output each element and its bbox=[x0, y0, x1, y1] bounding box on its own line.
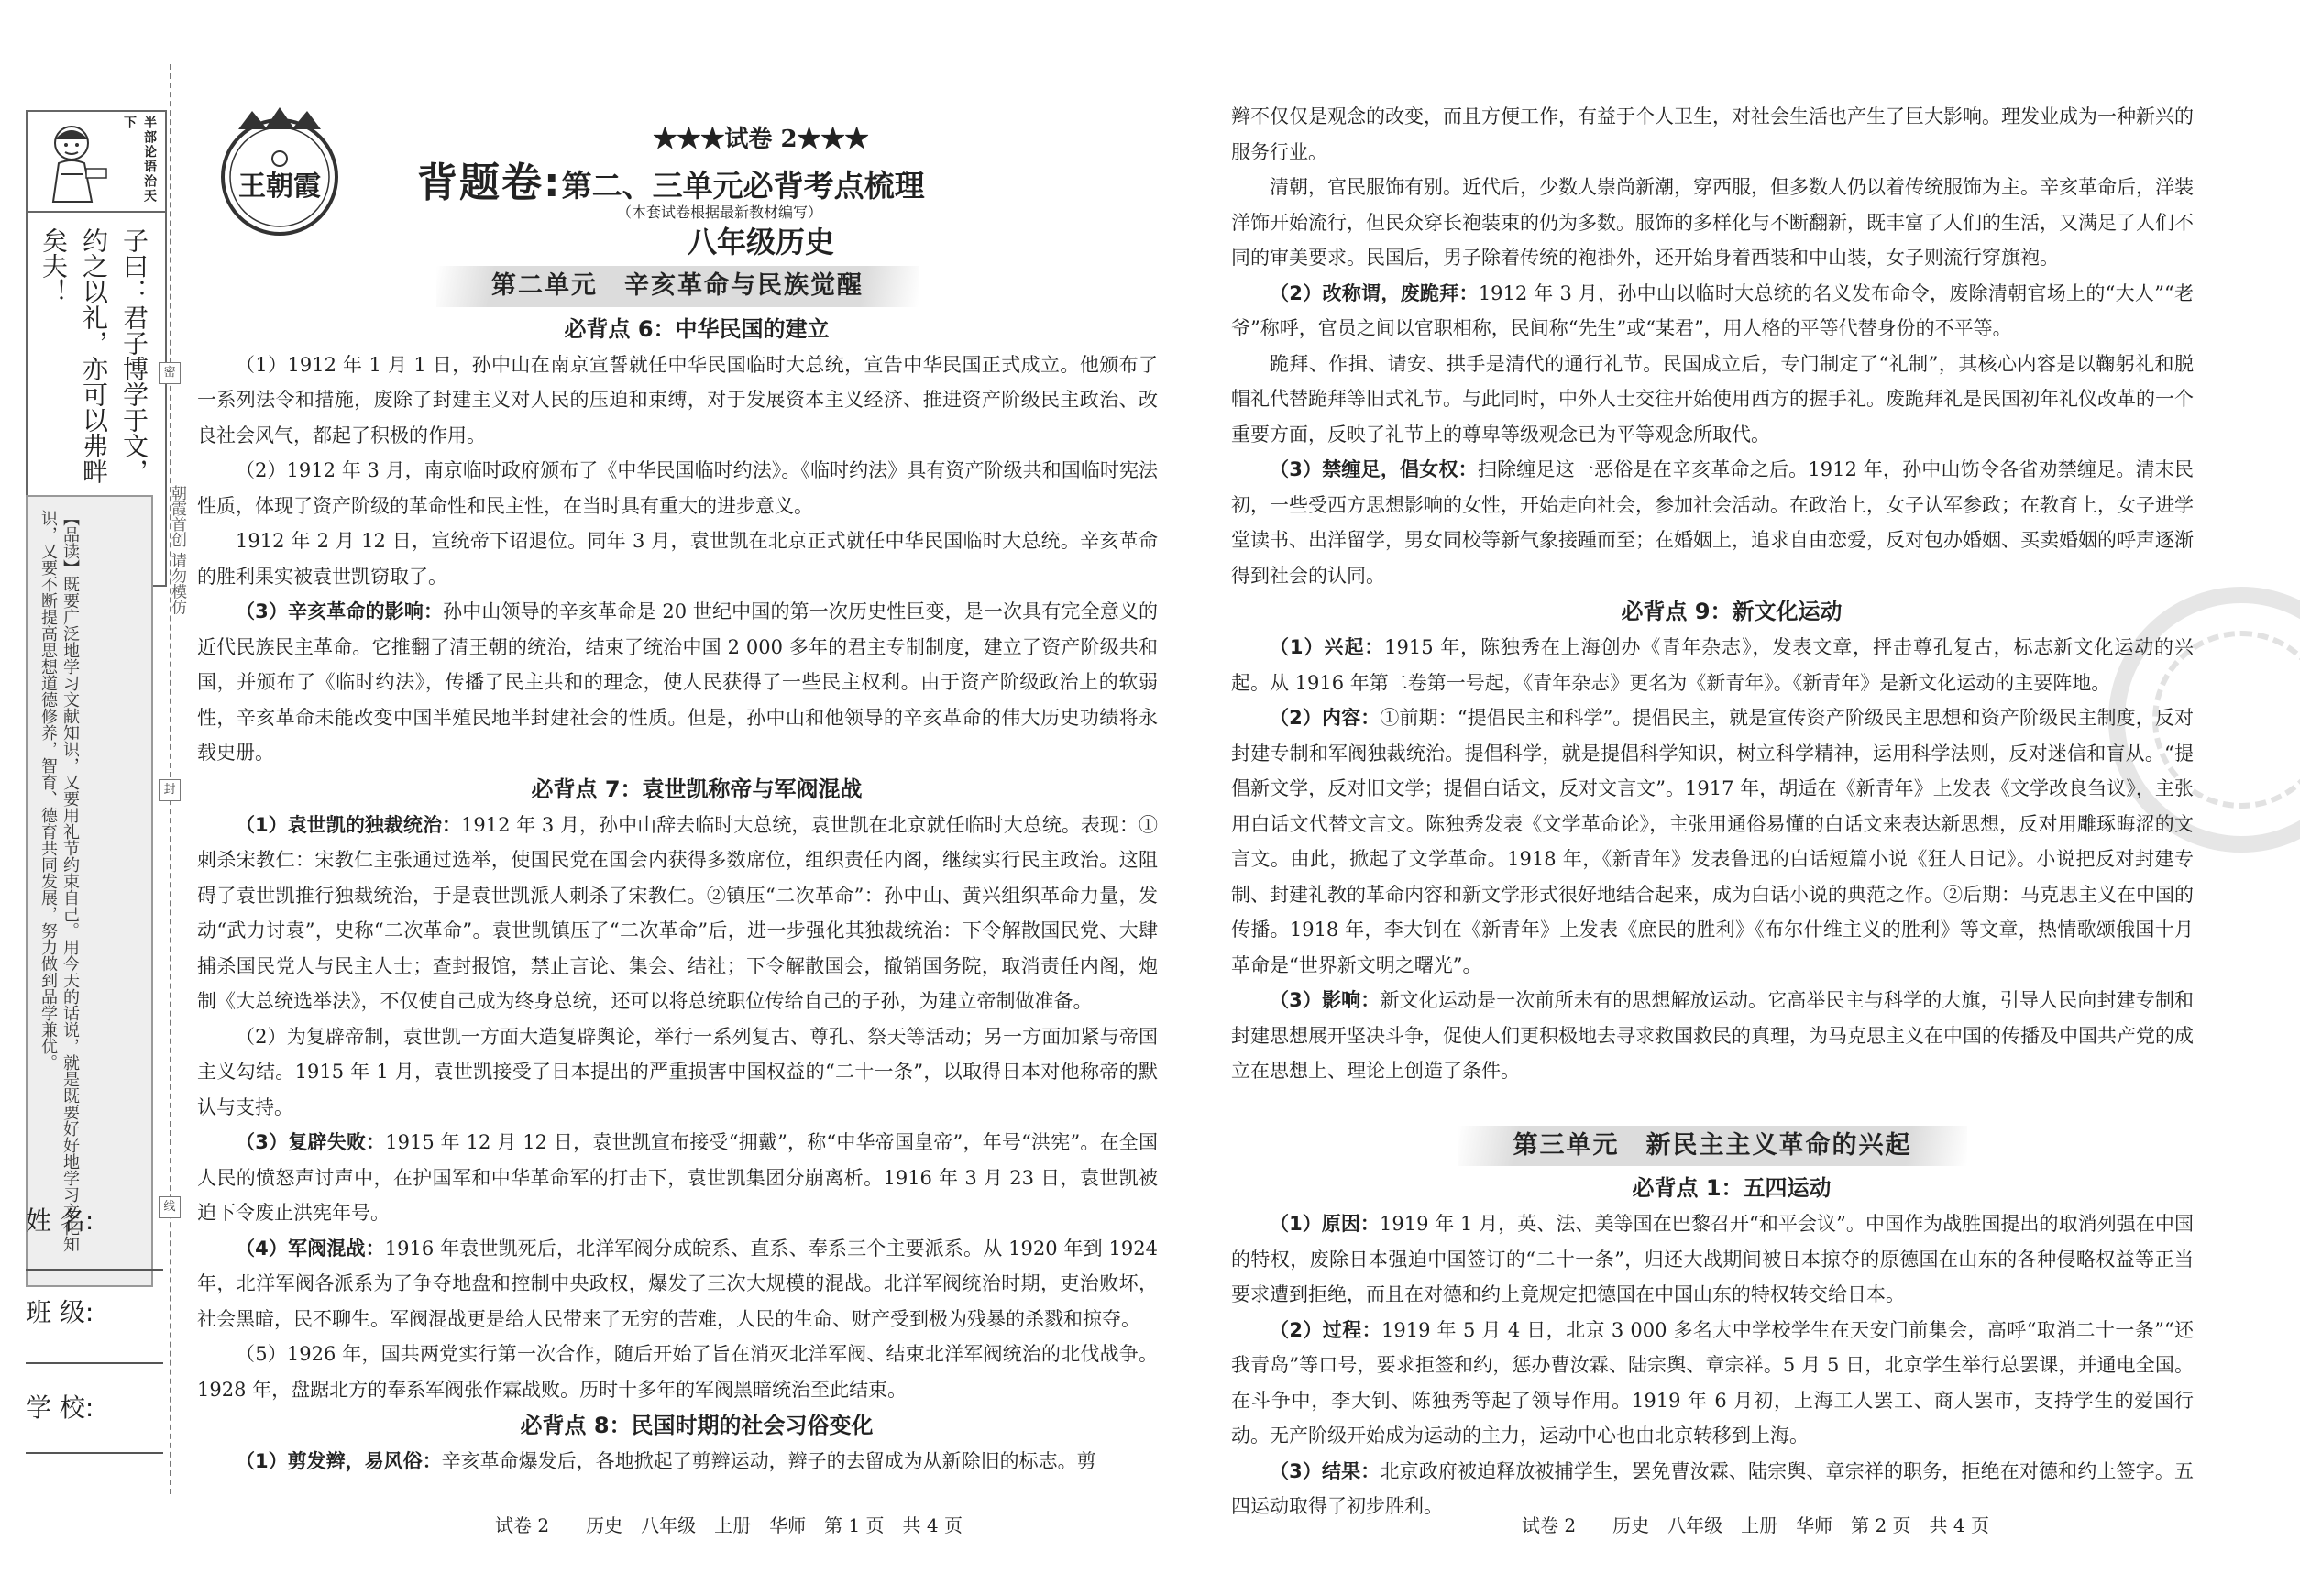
s9-p1 bbox=[1231, 630, 2194, 700]
s9-title: 必背点 9：新文化运动 bbox=[1621, 599, 1843, 624]
left-sidebar bbox=[26, 110, 163, 1458]
publisher-logo-icon bbox=[211, 104, 348, 241]
s8-title: 必背点 8：民国时期的社会习俗变化 bbox=[520, 1413, 874, 1438]
s1-p3-label: （3）结果： bbox=[1270, 1459, 1381, 1482]
s1-p2 bbox=[1231, 1313, 2194, 1454]
s9-p2-text: ①前期：“提倡民主和科学”。提倡民主，就是宣传资产阶级民主思想和资产阶级民主制度，反对封建专制和军阀独裁统治。提倡科学，就是提倡科学知识，树立科学精神，运用科学法则，反对迷信和盲从。“提倡新文学，反对旧文学；提倡白话文，反对文言文”。1917 年，胡适在《新青年》上发表《文学改良刍议》，主张用白话文代替文言文。陈独秀发表《文学革命论》，主张用通俗易懂的白话文来表达新思想，反对用雕琢晦涩的文言文。由此，掀起了文学革命。1918 年，《新青年》发表鲁迅的白话短篇小说《狂人日记》。小说把反对封建专制、封建礼教的革命内容和新文学形式很好地结合起来，成为白话小说的典范之作。②后期：马克思主义在中国的传播。1918 年，李大钊在《新青年》上发表《庶民的胜利》《布尔什维主义的胜利》等文章，热情歌颂俄国十月革命是“世界新文明之曙光”。 bbox=[1231, 707, 2194, 976]
name-field-line[interactable] bbox=[26, 1269, 163, 1271]
class-field-label: 班 级: bbox=[26, 1297, 94, 1327]
s7-title: 必背点 7：袁世凯称帝与军阀混战 bbox=[531, 776, 863, 802]
s7-p1-label: （1）袁世凯的独裁统治： bbox=[236, 813, 462, 836]
sidebar-quote: 子曰：君子博学于文，约之以礼，亦可以弗畔矣夫！ bbox=[39, 227, 149, 484]
s8-p1 bbox=[197, 1444, 1158, 1480]
logo-text: 王朝霞 bbox=[238, 171, 321, 203]
s7-p3-label: （3）复辟失败： bbox=[236, 1131, 386, 1153]
s1-p2-label: （2）过程： bbox=[1270, 1318, 1381, 1341]
s1-title: 必背点 1：五四运动 bbox=[1632, 1175, 1832, 1201]
r-p1: 清朝，官民服饰有别。近代后，少数人崇尚新潮，穿西服，但多数人仍以着传统服饰为主。辛亥革命后，洋装洋饰开始流行，但民众穿长袍装束的仍为多数。服饰的多样化与不断翻新，既丰富了人们的生活，又满足了人们不同的审美要求。民国后，男子除着传统的袍褂外，还开始身着西装和中山装，女子则流行穿旗袍。 bbox=[1231, 176, 2194, 269]
footer-left: 试卷 2 历史 八年级 上册 华师 第 1 页 共 4 页 bbox=[495, 1514, 963, 1536]
s1-p1-label: （1）原因： bbox=[1270, 1213, 1381, 1235]
s9-p1-text: 1915 年，陈独秀在上海创办《青年杂志》，发表文章，抨击尊孔复古，标志新文化运动的兴起。从 1916 年第二卷第一号起，《青年杂志》更名为《新青年》。《新青年》是新文化运动的主要阵地。 bbox=[1231, 636, 2194, 694]
s6-p1: （1）1912 年 1 月 1 日，孙中山在南京宣誓就任中华民国临时大总统，宣告中华民国正式成立。他颁布了一系列法令和措施，废除了封建主义对人民的压迫和束缚，对于发展资本主义经济、推进资产阶级民主政治、改良社会风气，都起了积极的作用。 bbox=[197, 353, 1158, 446]
s9-p3-label: （3）影响： bbox=[1270, 989, 1381, 1011]
grade-subject: 八年级历史 bbox=[687, 225, 834, 259]
title-colon: : bbox=[544, 160, 562, 206]
seal-mark-2: 封 bbox=[159, 779, 181, 801]
s9-p2 bbox=[1231, 700, 2194, 983]
s6-p4-label: （3）辛亥革命的影响： bbox=[236, 600, 444, 622]
confucius-cartoon-icon bbox=[33, 119, 116, 204]
title-sub: 第二、三单元必背考点梳理 bbox=[561, 168, 925, 204]
r-p2-label: （2）改称谓，废跪拜： bbox=[1270, 281, 1479, 304]
unit3-banner bbox=[1231, 1126, 2194, 1167]
series-label: ★★★试卷 2★★★ bbox=[653, 126, 869, 153]
s7-p1-text: 1912 年 3 月，孙中山辞去临时大总统，袁世凯在北京就任临时大总统。表现：①刺杀宋教仁：宋教仁主张通过选举，使国民党在国会内获得多数席位，组织责任内阁，继续实行民主政治。这阻碍了袁世凯推行独裁统治，于是袁世凯派人刺杀了宋教仁。②镇压“二次革命”：孙中山、黄兴组织革命力量，发动“武力讨袁”，史称“二次革命”。袁世凯镇压了“二次革命”后，进一步强化其独裁统治：下令解散国民党、大肆捕杀国民党人与民主人士；查封报馆，禁止言论、集会、结社；下令解散国会，撤销国务院，取消责任内阁，炮制《大总统选举法》，不仅使自己成为终身总统，还可以将总统职位传给自己的子孙，为建立帝制做准备。 bbox=[197, 813, 1158, 1012]
school-field-label: 学 校: bbox=[26, 1392, 94, 1423]
s9-p1-label: （1）兴起： bbox=[1270, 636, 1385, 658]
s6-p2: （2）1912 年 3 月，南京临时政府颁布了《中华民国临时约法》。《临时约法》具有资产阶级共和国临时宪法性质，体现了资产阶级的革命性和民主性，在当时具有重大的进步意义。 bbox=[197, 459, 1158, 517]
r-p0: 辫不仅仅是观念的改变，而且方便工作，有益于个人卫生，对社会生活也产生了巨大影响。理发业成为一种新兴的服务行业。 bbox=[1231, 105, 2194, 163]
s6-p3: 1912 年 2 月 12 日，宣统帝下诏退位。同年 3 月，袁世凯在北京正式就任中华民国临时大总统。辛亥革命的胜利果实被袁世凯窃取了。 bbox=[197, 530, 1158, 588]
r-p4 bbox=[1231, 452, 2194, 593]
s9-p2-label: （2）内容： bbox=[1270, 707, 1381, 729]
s7-p4 bbox=[197, 1231, 1158, 1337]
s7-p3 bbox=[197, 1125, 1158, 1231]
footer-right: 试卷 2 历史 八年级 上册 华师 第 2 页 共 4 页 bbox=[1522, 1514, 1989, 1536]
s7-p2: （2）为复辟帝制，袁世凯一方面大造复辟舆论，举行一系列复古、尊孔、祭天等活动；另一方面加紧与帝国主义勾结。1915 年 1 月，袁世凯接受了日本提出的严重损害中国权益的“二十一条”，以取得日本对他称帝的默认与支持。 bbox=[197, 1025, 1158, 1118]
sidebar-reading: 【品读】既要广泛地学习文献知识，又要用礼节约束自己。用今天的话说，就是既要好好地学习文化知识，又要不断提高思想道德修养，智育、德育共同发展，努力做到品学兼优。 bbox=[39, 510, 80, 1252]
s6-title: 必背点 6：中华民国的建立 bbox=[564, 315, 830, 342]
s9-p3 bbox=[1231, 983, 2194, 1089]
sidebar-motto-box bbox=[26, 110, 167, 213]
s8-p1-label: （1）剪发辫，易风俗： bbox=[236, 1450, 442, 1472]
unit2-banner bbox=[197, 266, 1158, 307]
s7-p4-label: （4）军阀混战： bbox=[236, 1237, 385, 1260]
s6-p4 bbox=[197, 594, 1158, 771]
page-title bbox=[417, 149, 1196, 208]
r-p4-text: 扫除缠足这一恶俗是在辛亥革命之后。1912 年，孙中山饬令各省劝禁缠足。清末民初，一些受西方思想影响的女性，开始走向社会，参加社会活动。在政治上，女子认军参政；在教育上，女子进学堂读书、出洋留学，男女同校等新气象接踵而至；在婚姻上，追求自由恋爱，反对包办婚姻、买卖婚姻的呼声逐渐得到社会的认同。 bbox=[1231, 458, 2194, 587]
cut-notice: 朝霞首创 请勿模仿 bbox=[168, 485, 186, 615]
name-field-label: 姓 名: bbox=[26, 1205, 94, 1236]
unit2-title: 第二单元 辛亥革命与民族觉醒 bbox=[436, 266, 919, 307]
s9-p3-text: 新文化运动是一次前所未有的思想解放运动。它高举民主与科学的大旗，引导人民向封建专制和封建思想展开坚决斗争，促使人们更积极地去寻求救国救民的真理，为马克思主义在中国的传播及中国共产党的成立在思想上、理论上创造了条件。 bbox=[1231, 989, 2194, 1082]
r-p2-text: 1912 年 3 月，孙中山以临时大总统的名义发布命令，废除清朝官场上的“大人”“老爷”称呼，官员之间以官职相称，民间称“先生”或“某君”，用人格的平等代替身份的不平等。 bbox=[1231, 281, 2194, 339]
s1-p1-text: 1919 年 1 月，英、法、美等国在巴黎召开“和平会议”。中国作为战胜国提出的取消列强在中国的特权，废除日本强迫中国签订的“二十一条”，归还大战期间被日本掠夺的原德国在山东的各种侵略权益等正当要求遭到拒绝，而且在对德和约上竟规定把德国在中国山东的特权转交给日本。 bbox=[1231, 1213, 2194, 1305]
unit3-title: 第三单元 新民主主义革命的兴起 bbox=[1458, 1126, 1967, 1167]
s7-p4-text: 1916 年袁世凯死后，北洋军阀分成皖系、直系、奉系三个主要派系。从 1920 年到 1924 年，北洋军阀各派系为了争夺地盘和控制中央政权，爆发了三次大规模的混战。北洋军阀统治时期，吏治败坏，社会黑暗，民不聊生。军阀混战更是给人民带来了无穷的苦难，人民的生命、财产受到极为残暴的杀戮和掠夺。 bbox=[197, 1237, 1158, 1330]
s7-p3-text: 1915 年 12 月 12 日，袁世凯宣布接受“拥戴”，称“中华帝国皇帝”，年号“洪宪”。在全国人民的愤怒声讨声中，在护国军和中华革命军的打击下，袁世凯集团分崩离析。1916 年 3 月 23 日，袁世凯被迫下令废止洪宪年号。 bbox=[197, 1131, 1158, 1224]
title-main: 背题卷 bbox=[417, 160, 544, 206]
s7-p1 bbox=[197, 808, 1158, 1019]
sidebar-slogan: 半部论语治天下 bbox=[122, 116, 157, 204]
sidebar-reading-box bbox=[26, 495, 153, 1287]
r-p4-label: （3）禁缠足，倡女权： bbox=[1270, 458, 1478, 480]
r-p3: 跪拜、作揖、请安、拱手是清代的通行礼节。民国成立后，专门制定了“礼制”，其核心内容是以鞠躬礼和脱帽礼代替跪拜等旧式礼节。与此同时，中外人士交往开始使用西方的握手礼。废跪拜礼是民国初年礼仪改革的一个重要方面，反映了礼节上的尊卑等级观念已为平等观念所取代。 bbox=[1231, 352, 2194, 446]
s1-p3-text: 北京政府被迫释放被捕学生，罢免曹汝霖、陆宗舆、章宗祥的职务，拒绝在对德和约上签字。五四运动取得了初步胜利。 bbox=[1231, 1459, 2194, 1517]
school-field-line[interactable] bbox=[26, 1452, 163, 1454]
page-header bbox=[193, 96, 1219, 289]
s7-p5: （5）1926 年，国共两党实行第一次合作，随后开始了旨在消灭北洋军阀、结束北洋军阀统治的北伐战争。1928 年，盘踞北方的奉系军阀张作霖战败。历时十多年的军阀黑暗统治至此结束。 bbox=[197, 1343, 1158, 1401]
s1-p1 bbox=[1231, 1206, 2194, 1313]
left-column bbox=[197, 266, 1158, 1480]
class-field-line[interactable] bbox=[26, 1362, 163, 1364]
s6-p4-text: 孙中山领导的辛亥革命是 20 世纪中国的第一次历史性巨变，是一次具有完全意义的近代民族民主革命。它推翻了清王朝的统治，结束了统治中国 2 000 多年的君主专制制度，建立了资产阶级共和国，并颁布了《临时约法》，传播了民主共和的理念，使人民获得了一些民主权利。由于资产阶级政治上的软弱性，辛亥革命未能改变中国半殖民地半封建社会的性质。但是，孙中山和他领导的辛亥革命的伟大历史功绩将永载史册。 bbox=[197, 600, 1158, 764]
seal-mark: 密 bbox=[159, 362, 181, 384]
r-p2 bbox=[1231, 276, 2194, 347]
right-column bbox=[1231, 99, 2194, 1524]
seal-mark-3: 线 bbox=[159, 1196, 181, 1218]
edition-note: （本套试卷根据最新教材编写） bbox=[616, 204, 822, 221]
s1-p2-text: 1919 年 5 月 4 日，北京 3 000 多名大中学校学生在天安门前集会，高呼“取消二十一条”“还我青岛”等口号，要求拒签和约，惩办曹汝霖、陆宗舆、章宗祥。5 月 5 日，北京学生举行总罢课，并通电全国。在斗争中，李大钊、陈独秀等起了领导作用。1919 年 6 月初，上海工人罢工、商人罢市，支持学生的爱国行动。无产阶级开始成为运动的主力，运动中心也由北京转移到上海。 bbox=[1231, 1318, 2194, 1447]
s8-p1-text: 辛亥革命爆发后，各地掀起了剪辫运动，辫子的去留成为从新除旧的标志。剪 bbox=[441, 1450, 1096, 1472]
